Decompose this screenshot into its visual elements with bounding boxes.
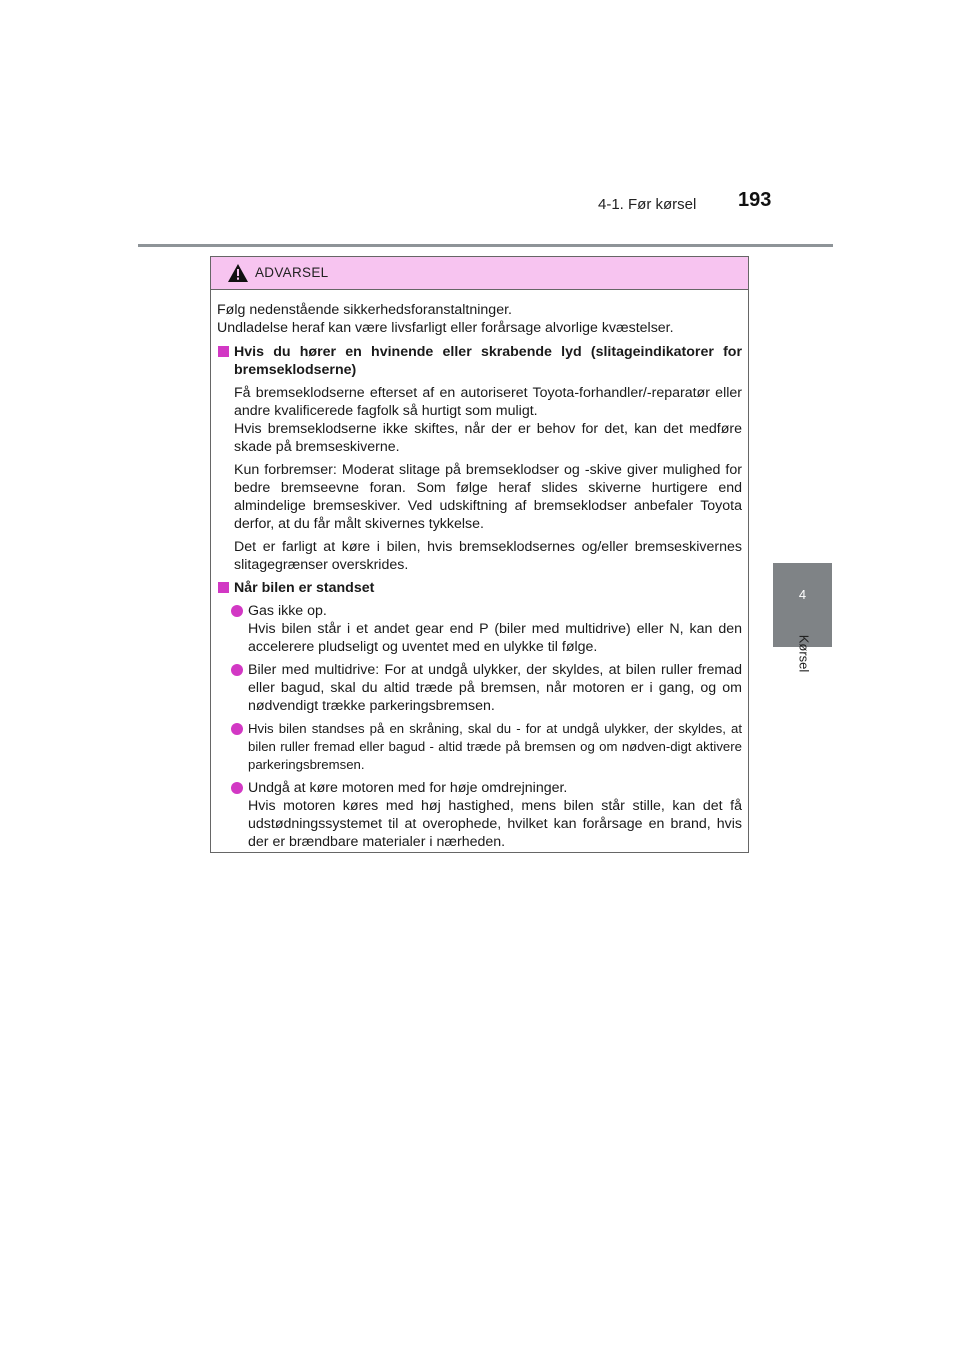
subsection-brake-noise bbox=[217, 343, 742, 379]
list-item-line: Gas ikke op. bbox=[248, 603, 327, 619]
list-item bbox=[217, 720, 742, 774]
list-item bbox=[217, 602, 742, 656]
warning-body bbox=[217, 301, 742, 856]
circle-bullet-icon bbox=[231, 664, 243, 676]
list-item-line: Hvis bilen står i et andet gear end P (biler med multidrive) eller N, kan den accelerere pludseligt og uventet med en ulykke til følge. bbox=[248, 621, 742, 655]
circle-bullet-icon bbox=[231, 605, 243, 617]
intro-line-2: Undladelse heraf kan være livsfarligt eller forårsage alvorlige kvæstelser. bbox=[217, 320, 674, 336]
list-item bbox=[217, 779, 742, 851]
chapter-number: 4 bbox=[798, 587, 807, 602]
warning-box bbox=[210, 256, 749, 853]
intro-line-1: Følg nedenstående sikkerhedsforanstaltninger. bbox=[217, 302, 512, 318]
list-item-line: Undgå at køre motoren med for høje omdrejninger. bbox=[248, 780, 568, 796]
brake-paragraph-1b: Hvis bremseklodserne ikke skiftes, når der er behov for det, kan det medføre skade på bremseskiverne. bbox=[234, 421, 742, 455]
chapter-label: Kørsel bbox=[796, 634, 812, 673]
warning-triangle-icon bbox=[227, 263, 249, 283]
list-item bbox=[217, 661, 742, 715]
chapter-label-wrap bbox=[793, 628, 813, 678]
square-bullet-icon bbox=[218, 582, 229, 593]
page-number: 193 bbox=[738, 189, 772, 211]
brake-paragraph-1a: Få bremseklodserne efterset af en autoriseret Toyota-forhandler/-reparatør eller andre kvalificerede fagfolk så hurtigt som muligt. bbox=[234, 385, 742, 419]
subsection-stopped bbox=[217, 579, 742, 597]
list-item-line: Hvis bilen standses på en skråning, skal du - for at undgå ulykker, der skyldes, at bilen ruller fremad eller bagud - altid træde på bremsen og om nødven-digt aktivere parkeringsbremsen. bbox=[248, 721, 742, 772]
warning-title: ADVARSEL bbox=[255, 265, 329, 280]
subsection-heading: Når bilen er standset bbox=[234, 580, 375, 596]
square-bullet-icon bbox=[218, 346, 229, 357]
brake-paragraph-1 bbox=[217, 384, 742, 456]
header-rule bbox=[138, 244, 833, 247]
list-item-line: Biler med multidrive: For at undgå ulykker, der skyldes, at bilen ruller fremad eller bagud, skal du altid træde på bremsen, når motoren er i gang, og om nødvendigt trække parkeringsbremsen. bbox=[248, 662, 742, 714]
circle-bullet-icon bbox=[231, 723, 243, 735]
brake-paragraph-2: Kun forbremser: Moderat slitage på bremseklodser og -skive giver mulighed for bedre bremseevne foran. Som følge heraf slides skiverne hurtigere end almindelige bremseskiver. Ved udskiftning af bremseklodser anbefaler Toyota derfor, at du får målt skivernes tykkelse. bbox=[234, 462, 742, 532]
brake-paragraph-3: Det er farligt at køre i bilen, hvis bremseklodsernes og/eller bremseskivernes slitagegrænser overskrides. bbox=[234, 539, 742, 573]
warning-header bbox=[211, 257, 748, 290]
circle-bullet-icon bbox=[231, 782, 243, 794]
section-title: 4-1. Før kørsel bbox=[598, 196, 697, 213]
subsection-heading: Hvis du hører en hvinende eller skrabende lyd (slitageindikatorer for bremseklodserne) bbox=[234, 344, 742, 378]
list-item-line: Hvis motoren køres med høj hastighed, mens bilen står stille, kan det få udstødningssystemet til at overophede, hvilket kan forårsage en brand, hvis der er brændbare materialer i nærheden. bbox=[248, 798, 742, 850]
